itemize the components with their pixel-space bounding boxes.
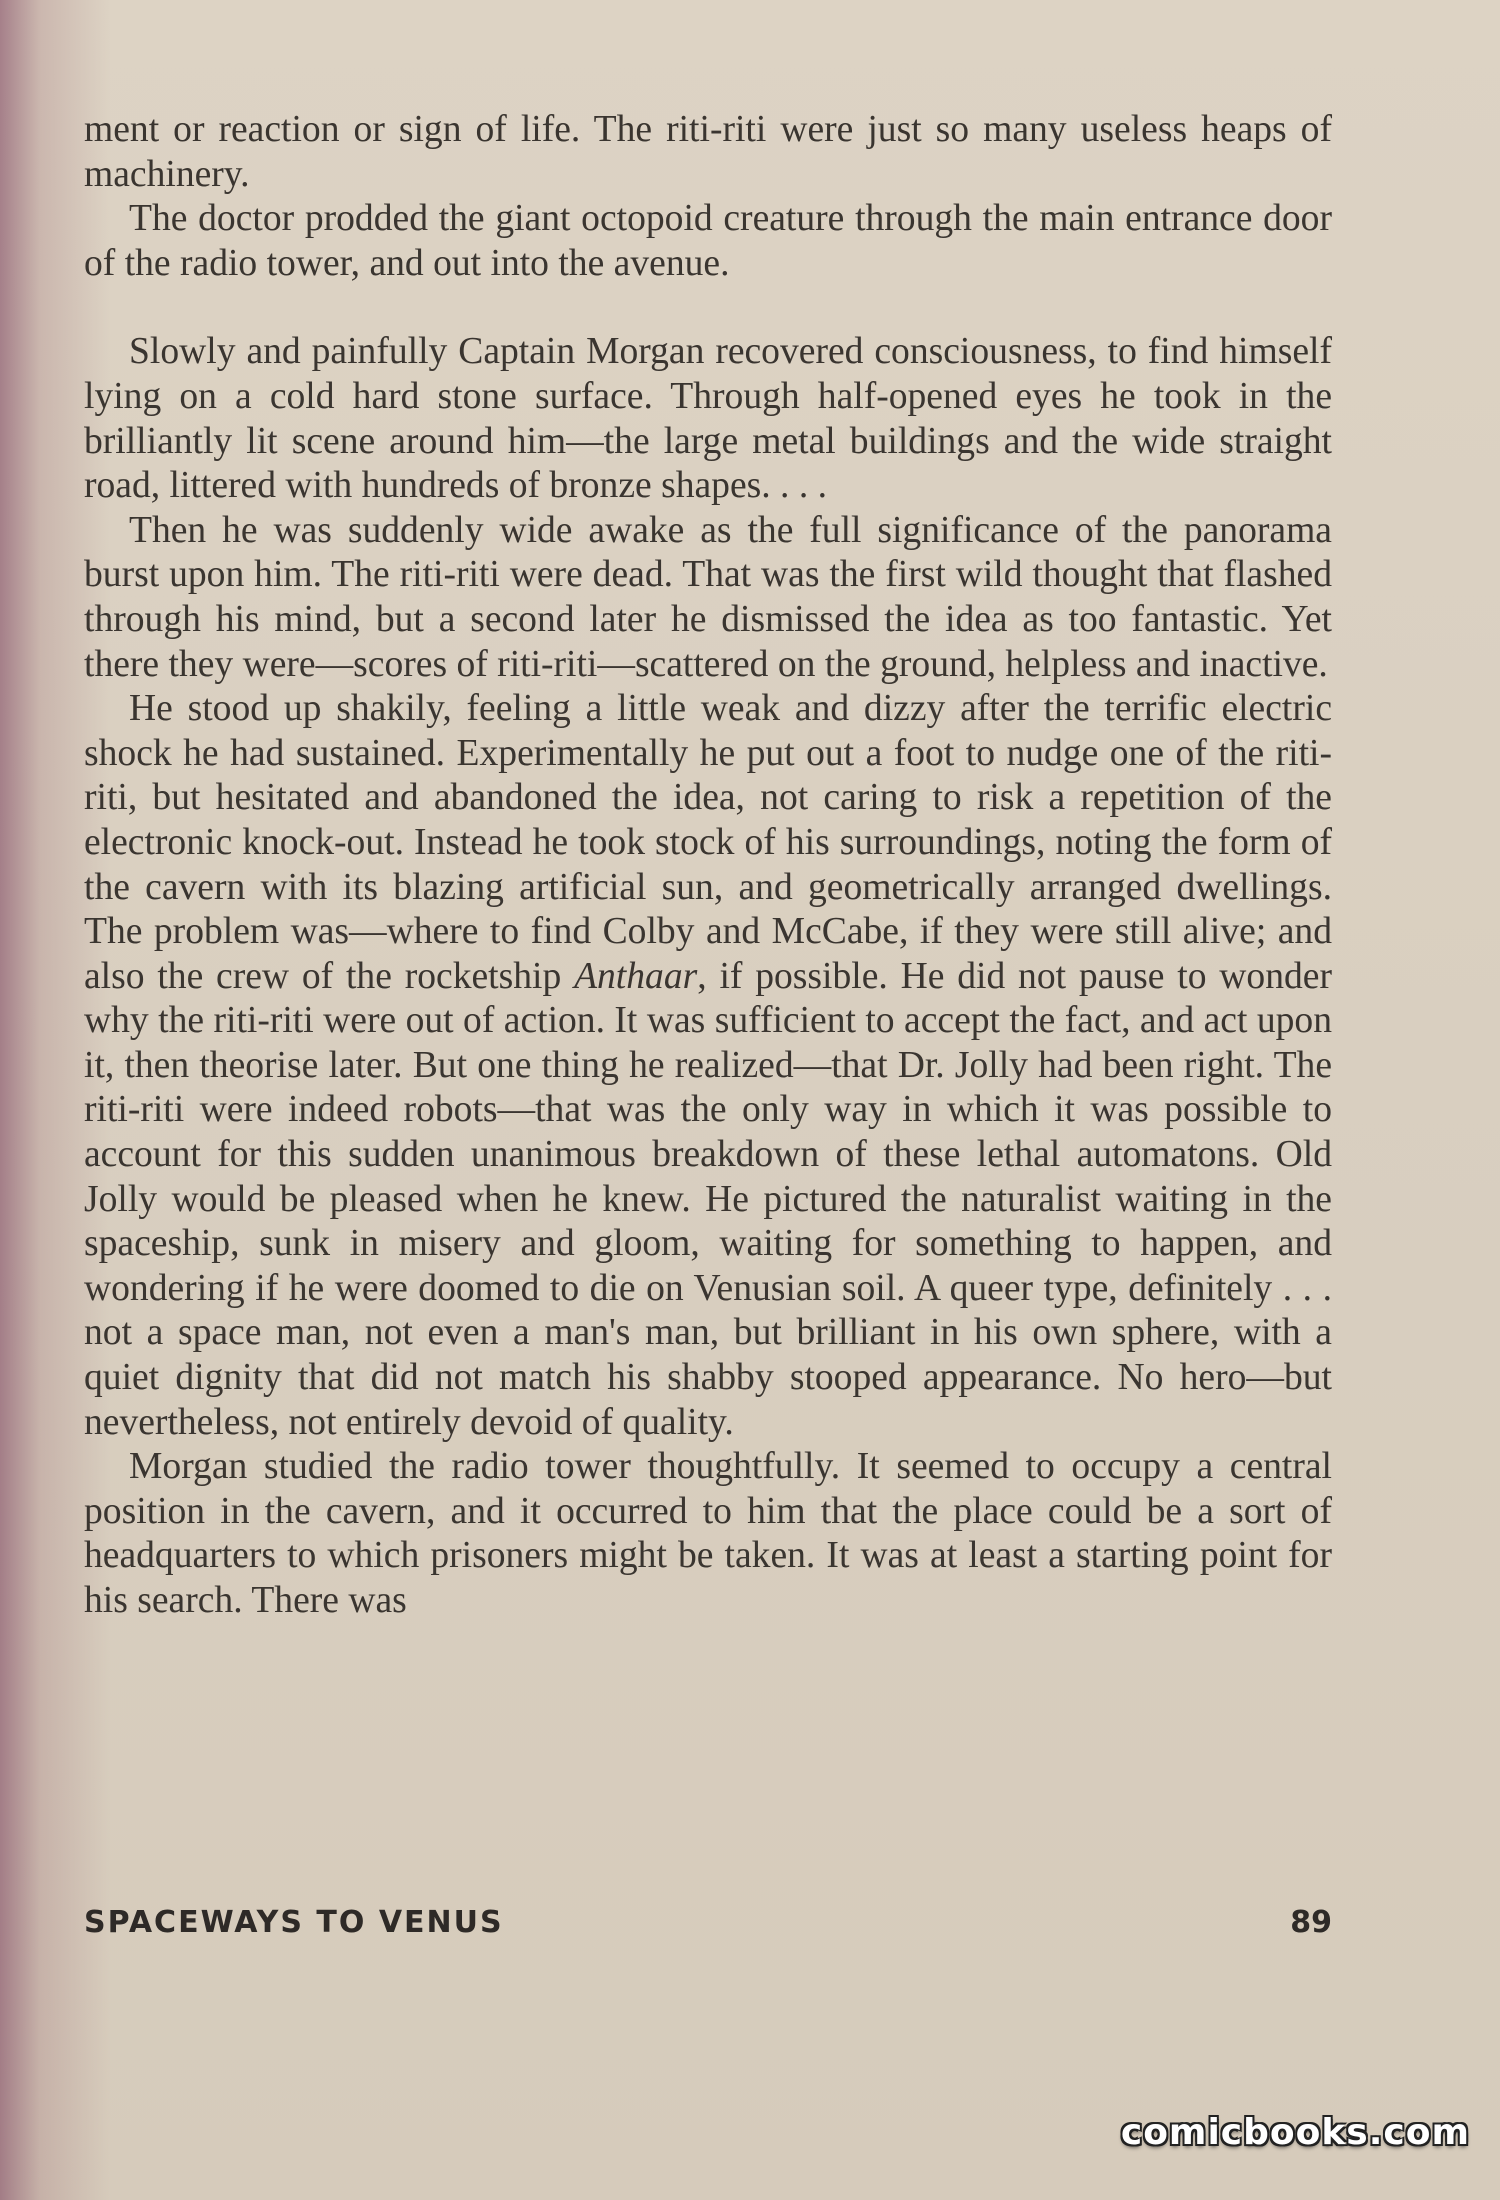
paragraph-5-text-start: He stood up shakily, feeling a little weak and dizzy after the terrific electric shock he had sustained. Experimentally he put out a foot to nudge one of the riti-riti, but hesitated and abandoned the idea, not caring to risk a repetition of the electronic knock-out. Instead he took stock of his surroundings, noting the form of the cavern with its blazing artificial sun, and geometrically arranged dwellings. The problem was—where to find Colby and McCabe, if they were still alive; and also the crew of the rocketship — [84, 688, 1332, 997]
paragraph-3: Slowly and painfully Captain Morgan recovered consciousness, to find himself lying on a cold hard stone surface. Through half-opened eyes he took in the brilliantly lit scene around him—the large metal buildings and the wide straight road, littered with hundreds of bronze shapes. . . . — [84, 331, 1332, 507]
paragraph-5 — [84, 687, 1332, 1445]
page-footer — [84, 1905, 1332, 1949]
ship-name: Anthaar — [574, 955, 698, 997]
page-number: 89 — [1290, 1905, 1332, 1940]
paragraph-5-text-end: , if possible. He did not pause to wonder why the riti-riti were out of action. It was sufficient to accept the fact, and act upon it, then theorise later. But one thing he realized—that Dr. Jolly had been right. The riti-riti were indeed robots—that was the only way in which it was possible to account for this sudden unanimous breakdown of these lethal automatons. Old Jolly would be pleased when he knew. He pictured the naturalist waiting in the spaceship, sunk in misery and gloom, waiting for something to happen, and wondering if he were doomed to die on Venusian soil. A queer type, definitely . . . not a space man, not even a man's man, but brilliant in his own sphere, with a quiet dignity that did not match his shabby stooped appearance. No hero—but nevertheless, not entirely devoid of quality. — [84, 955, 1332, 1443]
paragraph-2: The doctor prodded the giant octopoid creature through the main entrance door of the radio tower, and out into the avenue. — [84, 198, 1332, 284]
body-text — [84, 108, 1332, 1624]
paragraph-1: ment or reaction or sign of life. The riti-riti were just so many useless heaps of machinery. — [84, 109, 1332, 195]
paragraph-4: Then he was suddenly wide awake as the full significance of the panorama burst upon him. The riti-riti were dead. That was the first wild thought that flashed through his mind, but a second later he dismissed the idea as too fantastic. Yet there they were—scores of riti-riti—scattered on the ground, helpless and inactive. — [84, 509, 1332, 685]
paragraph-6: Morgan studied the radio tower thoughtfully. It seemed to occupy a central position in the cavern, and it occurred to him that the place could be a sort of headquarters to which prisoners might be taken. It was at least a starting point for his search. There was — [84, 1446, 1332, 1621]
running-title: SPACEWAYS TO VENUS — [84, 1905, 504, 1940]
site-watermark: comicbooks.com — [1120, 2112, 1470, 2153]
